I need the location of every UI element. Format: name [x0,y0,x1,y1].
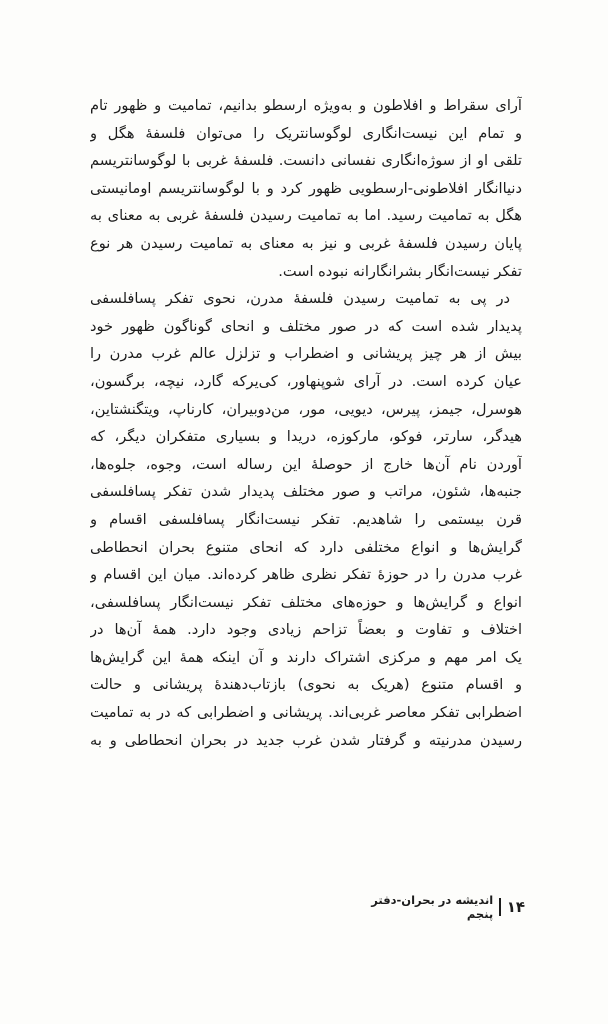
text-line: دنیاانگار افلاطونی-ارسطویی ظهور کرد و با لوگوسانتریسم اومانیستی [90,179,522,197]
text-line: و اقسام متنوع (هریک به نحوی) بازتاب‌دهندهٔ پریشانی و حالت [90,676,522,694]
text-line: هوسرل، جیمز، پیرس، دیویی، مور، من‌دوبیران، کارناپ، ویتگنشتاین، [90,400,522,418]
text-line: و تمام این نیست‌انگاری لوگوسانتریک را می‌توان فلسفهٔ هگل و [90,124,522,142]
text-line: آرای سقراط و افلاطون و به‌ویژه ارسطو بدانیم، تمامیت و ظهور تام [90,97,522,114]
text-line: گرایش‌ها و انواع مختلفی دارد که انحای متنوع بحران انحطاطی [90,538,522,556]
text-line: هگل به تمامیت رسید. اما به تمامیت رسیدن فلسفهٔ غربی به معنای به [90,207,522,225]
text-line: آوردن نام آن‌ها خارج از حوصلهٔ این رساله است، وجوه، جلوه‌ها، [90,455,522,473]
text-line: اضطرابی تفکر معاصر غربی‌اند. پریشانی و اضطرابی که در به تمامیت [90,704,522,722]
running-title: اندیشه در بحران-دفتر پنجم [371,893,494,921]
text-line: پدیدار شده است که در صور مختلف و انحای گوناگون ظهور خود [90,317,522,335]
paragraph-2 [90,285,522,754]
text-line: قرن بیستمی را شاهدیم. تفکر نیست‌انگار پسافلسفی اقسام و [90,510,522,528]
text-line: یک امر مهم و مرکزی اشتراک دارند و آن اینکه همهٔ این گرایش‌ها [90,648,522,666]
text-line: تفکر نیست‌انگار بشرانگارانه نبوده است. [278,262,522,280]
paragraph-1 [90,92,522,285]
text-line: رسیدن مدرنیته و گرفتار شدن غرب جدید در بحران انحطاطی و به [90,731,522,749]
page-footer [345,895,525,919]
text-line: پایان رسیدن فلسفهٔ غربی و نیز به معنای به تمامیت رسیدن هر نوع [90,234,522,252]
text-line: تلقی او از سوژه‌انگاری نفسانی دانست. فلسفهٔ غربی با لوگوسانتریسم [90,152,522,170]
text-line: عیان کرده است. در آرای شوپنهاور، کی‌یرکه گارد، نیچه، برگسون، [90,372,522,390]
footer-divider [499,898,500,916]
text-line: انواع و گرایش‌ها و حوزه‌های مختلف تفکر نیست‌انگار پسافلسفی، [90,593,522,611]
text-line: در پی به تمامیت رسیدن فلسفهٔ مدرن، نحوی تفکر پسافلسفی [90,290,510,308]
text-line: جنبه‌ها، شئون، مراتب و صور مختلف پدیدار شدن تفکر پسافلسفی [90,483,522,501]
text-line: غرب مدرن را در حوزهٔ تفکر نظری ظاهر کرده‌اند. میان این اقسام و [90,566,522,584]
page-number: ۱۴ [506,898,525,916]
text-line: اختلاف و تفاوت و بعضاً تزاحم زیادی وجود دارد. همهٔ آن‌ها در [90,621,522,639]
text-line: هیدگر، سارتر، فوکو، مارکوزه، دریدا و بسیاری متفکران دیگر، که [90,428,522,446]
text-line: بیش از هر چیز پریشانی و اضطراب و تزلزل عالم غرب مدرن را [90,345,522,363]
body-text [90,92,522,754]
